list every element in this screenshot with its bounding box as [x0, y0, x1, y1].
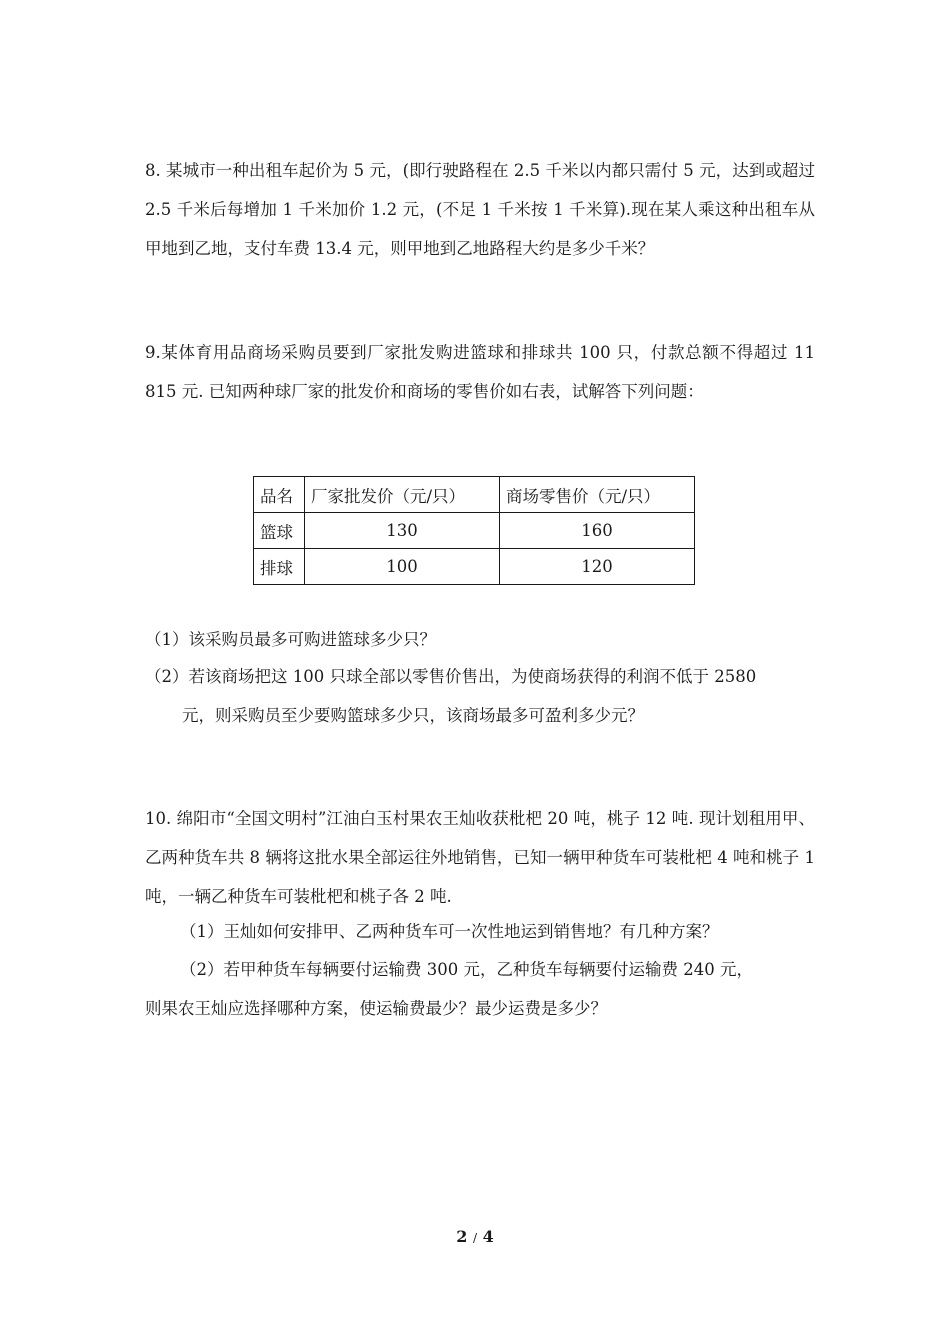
question-9-part-2-line-2: 元，则采购员至少要购篮球多少只，该商场最多可盈利多少元？: [182, 706, 644, 725]
table-header-cell: 商场零售价（元/只）: [500, 477, 695, 513]
table-cell: 篮球: [254, 513, 305, 549]
price-table: [253, 476, 695, 585]
table-row: [254, 513, 695, 549]
question-10: 10. 绵阳市“全国文明村”江油白玉村果农王灿收获枇杷 20 吨，桃子 12 吨. 现计划租用甲、乙两种货车共 8 辆将这批水果全部运往外地销售，已知一辆甲种货车可装枇杷 4 吨和桃子 1 吨，一辆乙种货车可装枇杷和桃子各 2 吨.: [145, 809, 815, 906]
total-pages: 4: [482, 1227, 494, 1246]
table-header-cell: 品名: [254, 477, 305, 513]
question-9-part-2-line-1: （2）若该商场把这 100 只球全部以零售价售出，为使商场获得的利润不低于 2580: [145, 667, 757, 686]
current-page: 2: [456, 1227, 468, 1246]
page-separator: /: [472, 1231, 478, 1245]
table-cell: 160: [500, 513, 695, 549]
table-header-row: [254, 477, 695, 513]
table-row: [254, 549, 695, 585]
page-number: [0, 1227, 950, 1246]
question-8: 8. 某城市一种出租车起价为 5 元，(即行驶路程在 2.5 千米以内都只需付 5 元，达到或超过 2.5 千米后每增加 1 千米加价 1.2 元，(不足 1 千米按 1 千米算).现在某人乘这种出租车从甲地到乙地，支付车费 13.4 元，则甲地到乙地路程大约是多少千米？: [145, 161, 815, 258]
table-cell: 130: [305, 513, 500, 549]
table-cell: 120: [500, 549, 695, 585]
table-cell: 100: [305, 549, 500, 585]
table-header-cell: 厂家批发价（元/只）: [305, 477, 500, 513]
question-10-part-2-line-1: （2）若甲种货车每辆要付运输费 300 元，乙种货车每辆要付运输费 240 元，: [180, 960, 753, 979]
table-cell: 排球: [254, 549, 305, 585]
question-10-part-1: （1）王灿如何安排甲、乙两种货车可一次性地运到销售地？有几种方案？: [180, 922, 719, 941]
question-10-part-2-line-2: 则果农王灿应选择哪种方案，使运输费最少？最少运费是多少？: [145, 999, 607, 1018]
question-9: 9.某体育用品商场采购员要到厂家批发购进篮球和排球共 100 只，付款总额不得超过 11 815 元. 已知两种球厂家的批发价和商场的零售价如右表，试解答下列问题：: [145, 343, 815, 401]
question-9-part-1: （1）该采购员最多可购进篮球多少只？: [145, 630, 436, 649]
